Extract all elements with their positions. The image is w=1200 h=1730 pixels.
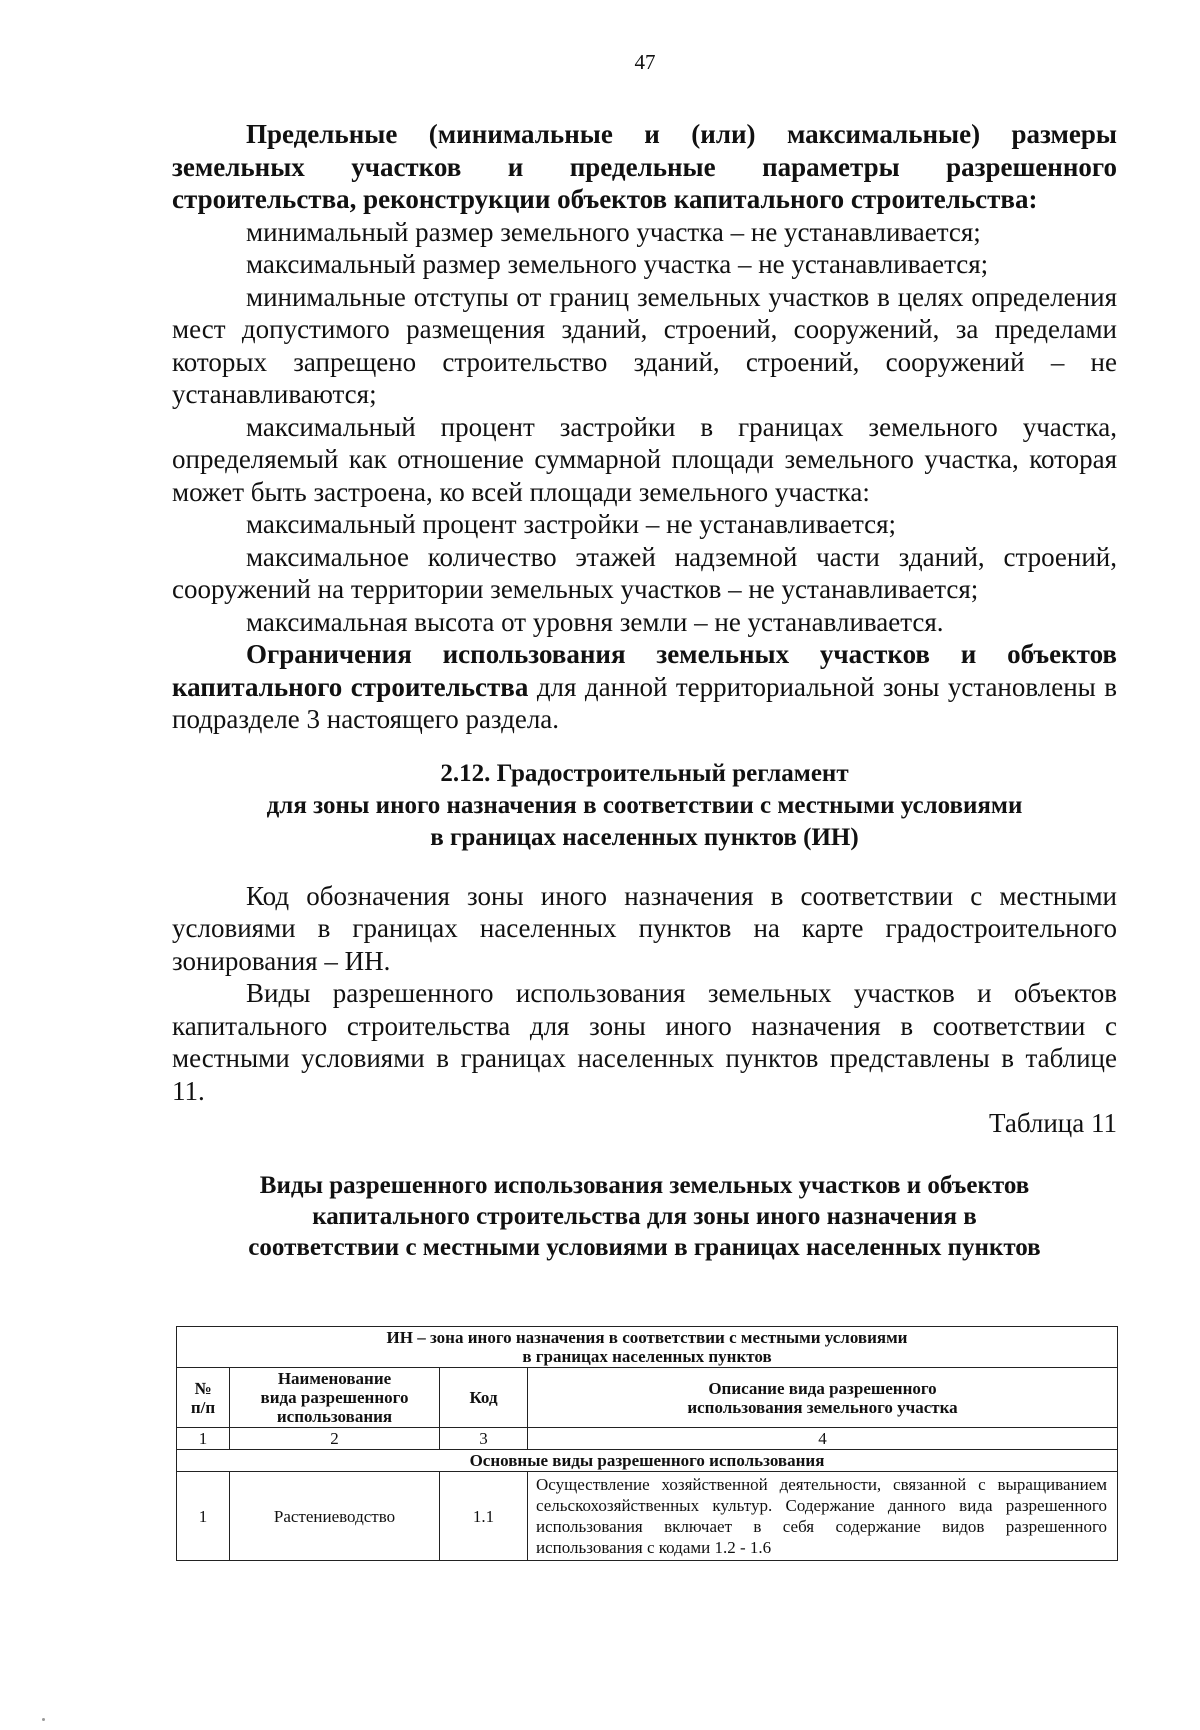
column-number-row bbox=[177, 1428, 1118, 1450]
col-header-num-line-1: № bbox=[194, 1378, 212, 1398]
zone-header-cell bbox=[177, 1327, 1118, 1368]
section-title-line-3: в границах населенных пунктов (ИН) bbox=[430, 823, 859, 851]
table-label: Таблица 11 bbox=[989, 1108, 1117, 1138]
max-height: максимальная высота от уровня земли – не устанавливается. bbox=[246, 606, 944, 637]
table-title-line-3: соответствии с местными условиями в границах населенных пунктов bbox=[248, 1233, 1041, 1261]
zone-header-row bbox=[177, 1327, 1118, 1368]
table-title bbox=[172, 1170, 1117, 1263]
col-number-3: 3 bbox=[440, 1428, 528, 1450]
col-header-name-line-1: Наименование bbox=[277, 1369, 392, 1388]
section-title-line-1: 2.12. Градостроительный регламент bbox=[440, 759, 849, 787]
permitted-uses-table bbox=[176, 1326, 1118, 1561]
scan-artifact bbox=[42, 1718, 45, 1721]
col-header-name-line-3: использования bbox=[276, 1407, 393, 1426]
row-name: Растениеводство bbox=[230, 1472, 440, 1561]
row-code: 1.1 bbox=[440, 1472, 528, 1561]
usage-limits-rest: для данной территориальной зоны установлены в подразделе 3 настоящего раздела. bbox=[172, 671, 1117, 734]
zone-code-paragraph: Код обозначения зоны иного назначения в соответствии с местными условиями в границах населенных пунктов на карте градостроительного зонирования – ИН. bbox=[172, 880, 1117, 976]
usage-limits-bold: Ограничения использования земельных участков и объектов капитального строительства bbox=[172, 639, 1117, 702]
col-header-num-line-2: п/п bbox=[190, 1397, 216, 1417]
col-number-4: 4 bbox=[528, 1428, 1118, 1450]
column-header-row bbox=[177, 1368, 1118, 1428]
col-header-name bbox=[230, 1368, 440, 1428]
section-title bbox=[172, 758, 1117, 854]
min-setbacks: минимальные отступы от границ земельных участков в целях определения мест допустимого размещения зданий, строений, сооружений, за пределами которых запрещено строительство зданий, строений, сооружений – не устанавливаются; bbox=[172, 281, 1117, 409]
col-header-desc bbox=[528, 1368, 1118, 1428]
row-num: 1 bbox=[177, 1472, 230, 1561]
col-header-num bbox=[177, 1368, 230, 1428]
col-header-code: Код bbox=[440, 1368, 528, 1428]
section-row bbox=[177, 1450, 1118, 1472]
table-title-line-2: капитального строительства для зоны иного назначения в bbox=[312, 1202, 977, 1230]
col-header-desc-line-2: использования земельного участка bbox=[687, 1397, 958, 1417]
max-building-percent: максимальный процент застройки в границах земельного участка, определяемый как отношение суммарной площади земельного участка, которая может быть застроена, ко всей площади земельного участка: bbox=[172, 411, 1117, 507]
document-body bbox=[172, 118, 1117, 1263]
max-building-percent-value: максимальный процент застройки – не устанавливается; bbox=[246, 509, 897, 539]
zone-header-line-2: в границах населенных пунктов bbox=[522, 1347, 772, 1366]
table-row bbox=[177, 1472, 1118, 1561]
col-header-name-line-2: вида разрешенного bbox=[260, 1388, 409, 1407]
usage-limits-paragraph bbox=[172, 638, 1117, 736]
zone-header-line-1: ИН – зона иного назначения в соответствии с местными условиями bbox=[386, 1328, 908, 1347]
limits-heading-line-3: строительства, реконструкции объектов капитального строительства: bbox=[172, 184, 1038, 214]
min-plot-size: минимальный размер земельного участка – не устанавливается; bbox=[246, 216, 981, 247]
section-title-line-2: для зоны иного назначения в соответствии с местными условиями bbox=[266, 791, 1023, 819]
col-header-desc-line-1: Описание вида разрешенного bbox=[708, 1378, 937, 1398]
col-number-1: 1 bbox=[177, 1428, 230, 1450]
table-title-line-1: Виды разрешенного использования земельных участков и объектов bbox=[259, 1171, 1030, 1199]
zone-uses-paragraph: Виды разрешенного использования земельных участков и объектов капитального строительства для зоны иного назначения в соответствии с местными условиями в границах населенных пунктов представлены в таблице 11. bbox=[172, 978, 1117, 1106]
col-number-2: 2 bbox=[230, 1428, 440, 1450]
limits-heading-line-1: Предельные (минимальные и (или) максимальные) размеры bbox=[246, 119, 1117, 149]
limits-heading-line-2: земельных участков и предельные параметры разрешенного bbox=[172, 151, 1117, 182]
max-floors: максимальное количество этажей надземной части зданий, строений, сооружений на территории земельных участков – не устанавливается; bbox=[172, 541, 1117, 604]
page-number: 47 bbox=[634, 50, 656, 74]
section-row-cell: Основные виды разрешенного использования bbox=[177, 1450, 1118, 1472]
row-desc: Осуществление хозяйственной деятельности, связанной с выращиванием сельскохозяйственных культур. Содержание данного вида разрешенного использования включает в себя содержание видов разрешенного использования с кодами 1.2 - 1.6 bbox=[528, 1472, 1118, 1561]
max-plot-size: максимальный размер земельного участка – не устанавливается; bbox=[246, 249, 989, 279]
